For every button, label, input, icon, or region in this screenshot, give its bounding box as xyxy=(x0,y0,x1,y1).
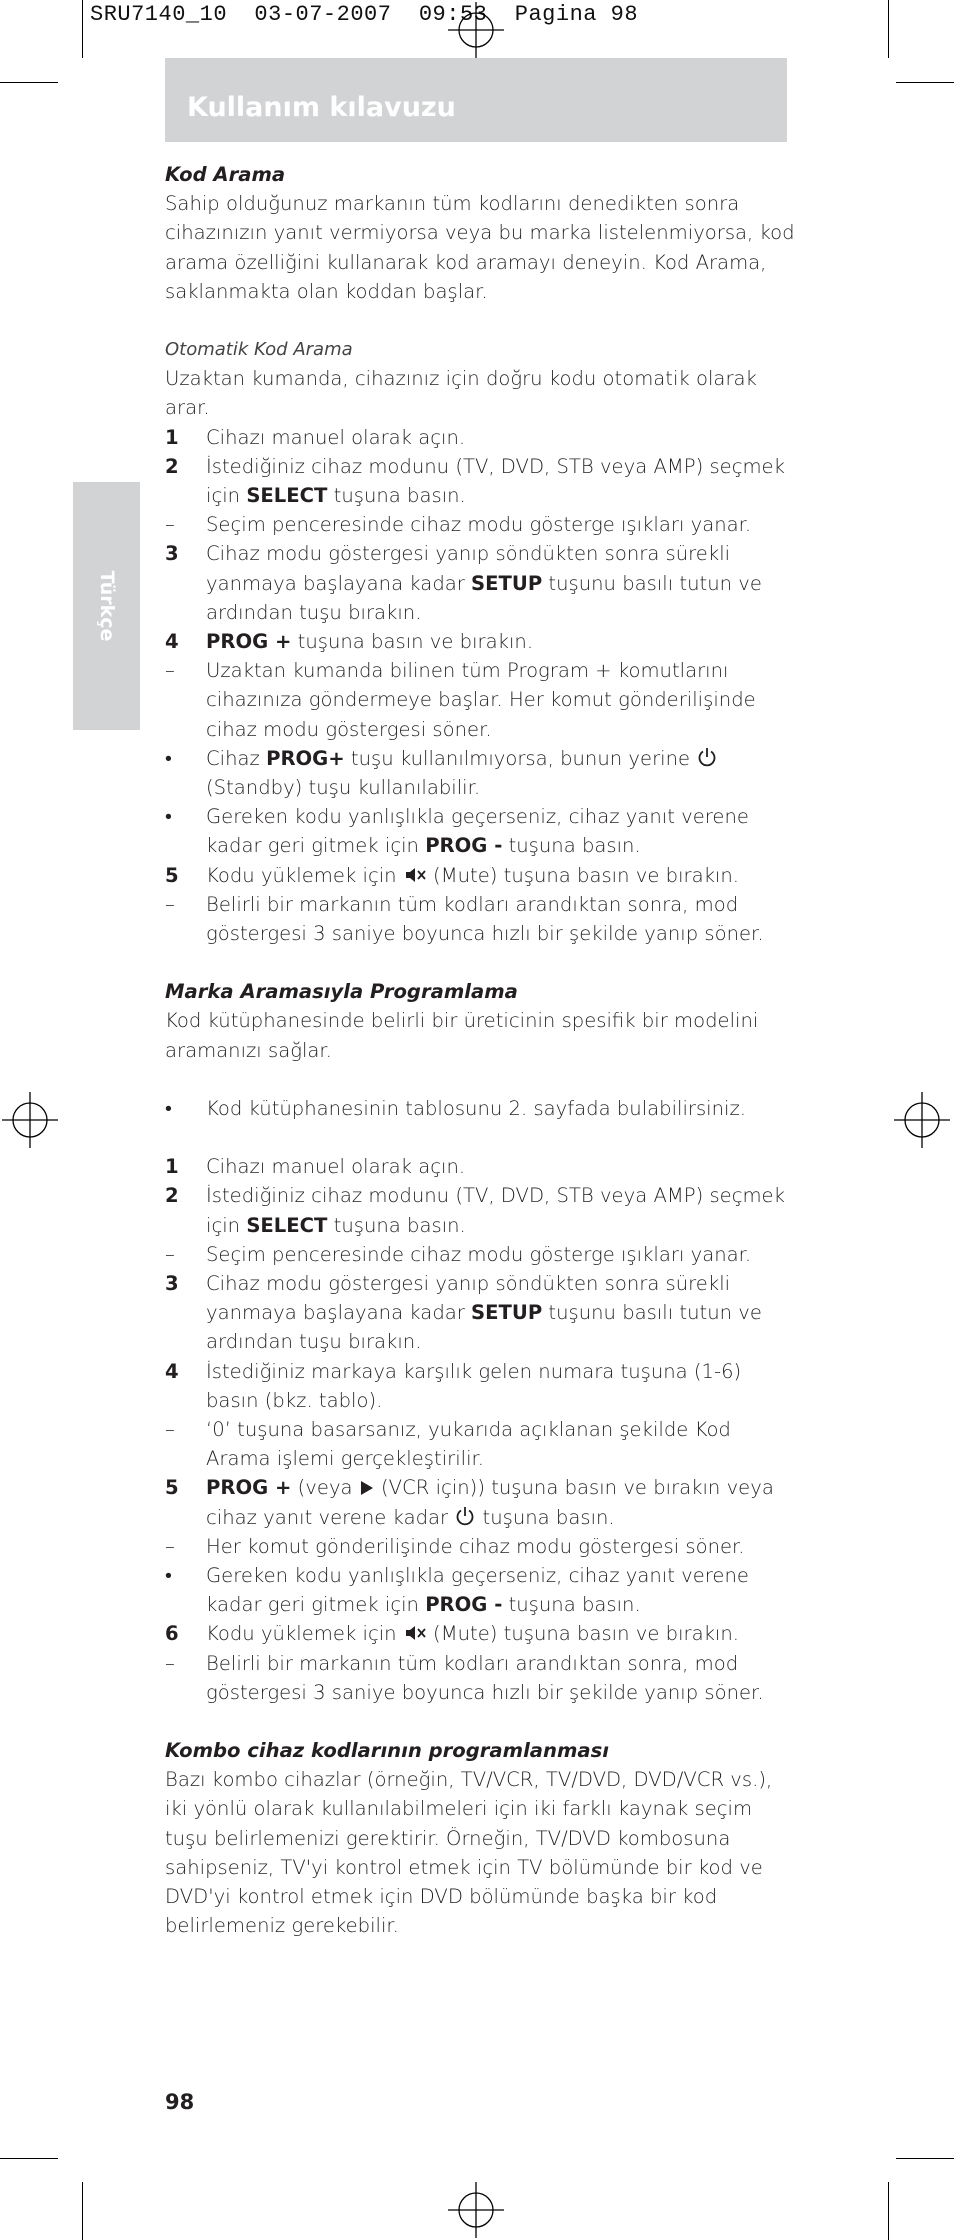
key-name: PROG - xyxy=(425,834,503,858)
main-content xyxy=(165,160,795,1940)
power-icon xyxy=(454,1505,476,1527)
crop-mark xyxy=(896,82,954,83)
section-intro: Sahip olduğunuz markanın tüm kodlarını denedikten sonra cihazınızın yanıt vermiyorsa veya bu marka listelenmiyorsa, kod arama özelliğini kullanarak kod aramayı deneyin. Kod Arama, saklanmakta olan koddan başlar. xyxy=(165,192,795,303)
subsection-heading: Otomatik Kod Arama xyxy=(165,339,353,361)
mute-icon xyxy=(403,865,427,885)
key-name: SELECT xyxy=(246,1213,328,1237)
list-item: 6 Kodu yüklemek için (Mute) tuşuna basın ve bırakın. xyxy=(165,1622,740,1646)
section-intro: Kod kütüphanesinde belirli bir üreticinin spesifik bir modelini aramanızı sağlar. xyxy=(165,1009,759,1062)
list-item: – Belirli bir markanın tüm kodları arandıktan sonra, mod göstergesi 3 saniye boyunca hızlı bir şekilde yanıp söner. xyxy=(165,892,764,946)
list-item: – Her komut gönderilişinde cihaz modu göstergesi söner. xyxy=(165,1534,745,1558)
list-item: 2 İstediğiniz cihaz modunu (TV, DVD, STB veya AMP) seçmek için SELECT tuşuna basın. xyxy=(165,454,785,508)
section-heading: Kod Arama xyxy=(165,163,286,186)
section-heading: Marka Aramasıyla Programlama xyxy=(165,980,518,1004)
key-name: PROG+ xyxy=(266,746,345,770)
crop-mark xyxy=(888,2182,889,2240)
list-item: • Kod kütüphanesinin tablosunu 2. sayfada bulabilirsiniz. xyxy=(165,1096,747,1120)
section-body: Bazı kombo cihazlar (örneğin, TV/VCR, TV/DVD, DVD/VCR vs.), iki yönlü olarak kullanılabilmeleri için iki farklı kaynak seçim tuşu belirlemenizi gerektirir. Örneğin, TV/DVD kombosuna sahipseniz, TV'yi kontrol etmek için TV bölümünde bir kod ve DVD'yi kontrol etmek için DVD bölümünde başka bir kod belirlemeniz gerekebilir. xyxy=(165,1768,773,1938)
list-item: 1 Cihazı manuel olarak açın. xyxy=(165,1155,466,1179)
list-item: 4 İstediğiniz markaya karşılık gelen numara tuşuna (1-6) basın (bkz. tablo). xyxy=(165,1359,742,1412)
list-item: 3 Cihaz modu göstergesi yanıp söndükten sonra sürekli yanmaya başlayana kadar SETUP tuşunu basılı tutun ve ardından tuşu bırakın. xyxy=(165,1271,762,1354)
power-icon xyxy=(696,746,718,768)
key-name: SELECT xyxy=(246,484,328,508)
language-tab-label: Türkçe xyxy=(95,570,118,642)
registration-mark-icon xyxy=(448,2182,504,2238)
crop-mark xyxy=(888,0,889,58)
list-item: – Seçim penceresinde cihaz modu gösterge ışıkları yanar. xyxy=(165,1242,752,1266)
list-item: • Gereken kodu yanlışlıkla geçerseniz, cihaz yanıt verene kadar geri gitmek için PROG - tuşuna basın. xyxy=(165,805,749,858)
registration-mark-icon xyxy=(448,2,504,58)
key-name: PROG + xyxy=(206,630,292,654)
crop-mark xyxy=(896,2158,954,2159)
key-name: SETUP xyxy=(471,1301,543,1325)
list-item: – Seçim penceresinde cihaz modu gösterge ışıkları yanar. xyxy=(165,513,752,537)
key-name: SETUP xyxy=(471,571,543,595)
title-bar xyxy=(165,58,787,142)
registration-mark-icon xyxy=(2,1092,58,1148)
print-header: SRU7140_10 03-07-2007 09:53 Pagina 98 xyxy=(90,2,639,27)
page-title: Kullanım kılavuzu xyxy=(187,92,456,123)
list-item: 2 İstediğiniz cihaz modunu (TV, DVD, STB veya AMP) seçmek için SELECT tuşuna basın. xyxy=(165,1184,785,1237)
key-name: PROG + xyxy=(206,1476,292,1500)
list-item: 3 Cihaz modu göstergesi yanıp söndükten sonra sürekli yanmaya başlayana kadar SETUP tuşunu basılı tutun ve ardından tuşu bırakın. xyxy=(165,542,762,624)
list-item: 1 Cihazı manuel olarak açın. xyxy=(165,425,466,449)
section-heading: Kombo cihaz kodlarının programlanması xyxy=(165,1738,609,1762)
play-icon xyxy=(359,1479,375,1497)
list-item: – Uzaktan kumanda bilinen tüm Program + komutlarını cihazınıza göndermeye başlar. Her komut gönderilişinde cihaz modu göstergesi söner. xyxy=(165,659,756,741)
crop-mark xyxy=(82,2182,83,2240)
list-item: 5 Kodu yüklemek için (Mute) tuşuna basın ve bırakın. xyxy=(165,863,740,887)
crop-mark xyxy=(0,82,58,83)
list-item: 4 PROG + tuşuna basın ve bırakın. xyxy=(165,630,534,654)
list-item: – ‘0’ tuşuna basarsanız, yukarıda açıklanan şekilde Kod Arama işlemi gerçekleştirilir. xyxy=(165,1417,731,1471)
list-item: – Belirli bir markanın tüm kodları arandıktan sonra, mod göstergesi 3 saniye boyunca hızlı bir şekilde yanıp söner. xyxy=(165,1651,764,1704)
crop-mark xyxy=(82,0,83,58)
page-number: 98 xyxy=(165,2090,195,2114)
registration-mark-icon xyxy=(894,1092,950,1148)
list-item: 5 PROG + (veya (VCR için)) tuşuna basın ve bırakın veya cihaz yanıt verene kadar tuşuna basın. xyxy=(165,1476,774,1529)
list-item: • Cihaz PROG+ tuşu kullanılmıyorsa, bunun yerine (Standby) tuşu kullanılabilir. xyxy=(165,744,795,802)
list-item: • Gereken kodu yanlışlıkla geçerseniz, cihaz yanıt verene kadar geri gitmek için PROG - tuşuna basın. xyxy=(165,1563,749,1617)
crop-mark xyxy=(0,2158,58,2159)
subsection-intro: Uzaktan kumanda, cihazınız için doğru kodu otomatik olarak arar. xyxy=(165,367,757,420)
key-name: PROG - xyxy=(425,1593,503,1617)
language-tab xyxy=(73,482,140,730)
mute-icon xyxy=(403,1623,427,1643)
